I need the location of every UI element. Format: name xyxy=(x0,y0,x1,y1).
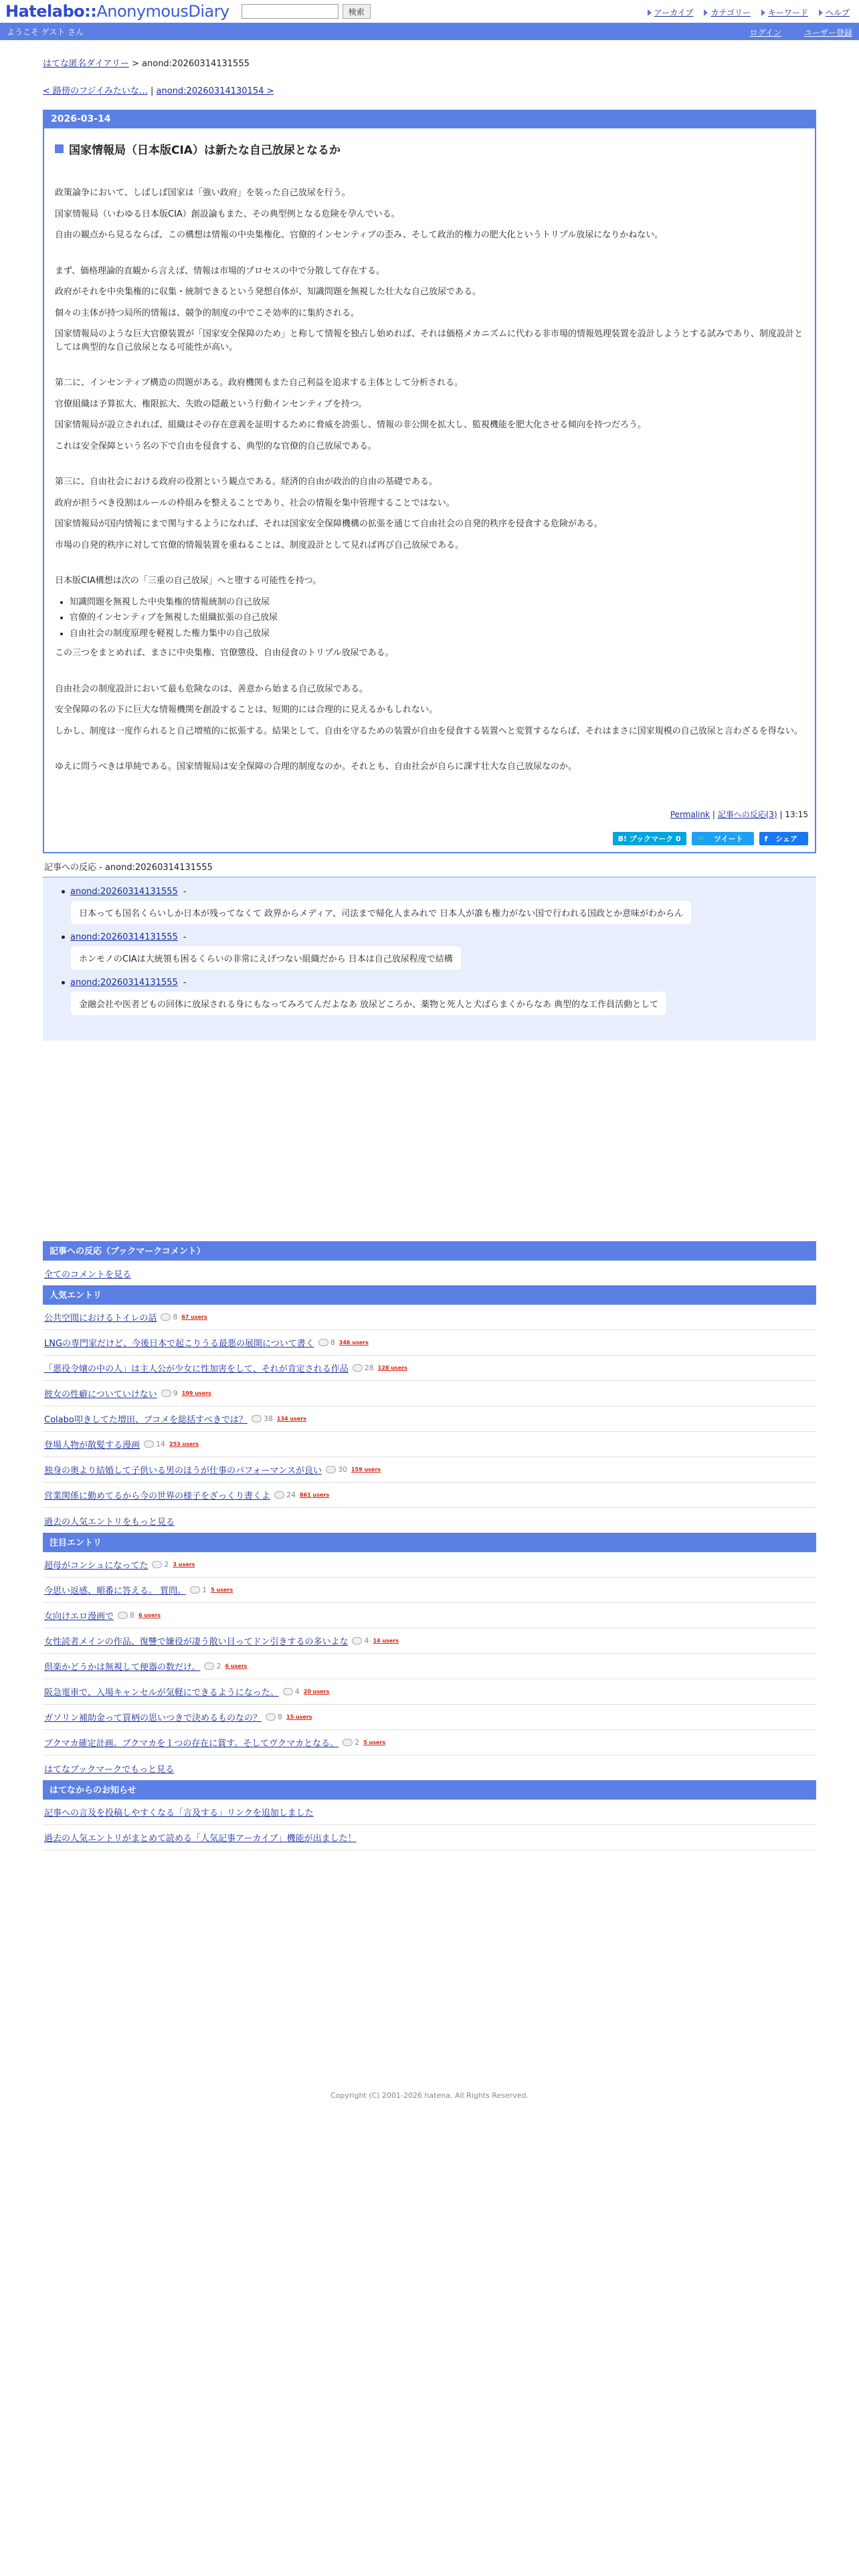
reaction-item: anond:20260314131555 - ホンモノのCIAは大統領も困るくらいの非常にえげつない組織だから 日本は自己放尿程度で結構 xyxy=(62,932,803,970)
reaction-item: anond:20260314131555 - 日本っても国名くらいしか日本が残ってなくて 政界からメディア、司法まで帰化人まみれで 日本人が誰も権力がない国で行われる国政とか意味がわからん xyxy=(62,887,803,924)
bullet-item: • 自由社会の制度原理を軽視した権力集中の自己放尿 xyxy=(70,627,804,641)
bookmark-comments-header: 記事への反応（ブックマークコメント） xyxy=(43,1241,816,1261)
comment-bubble-icon xyxy=(161,1313,171,1321)
bookmark-users-badge[interactable]: 253 users xyxy=(169,1440,199,1447)
entry-paragraph: 第二に、インセンティブ構造の問題がある。政府機関もまた自己利益を追求する主体として分析される。 xyxy=(55,378,463,388)
nav-archive[interactable]: アーカイブ xyxy=(648,7,694,18)
entry-paragraph: 国家情報局（いわゆる日本版CIA）創設論もまた、その典型例となる危険を孕んでいる。 xyxy=(55,209,400,219)
entry-row xyxy=(43,1730,816,1755)
breadcrumb: はてな匿名ダイアリー > anond:20260314131555 xyxy=(43,59,250,69)
entry-paragraph: 国家情報局のような巨大官僚装置が「国家安全保障のため」と称して情報を独占し始めれば、それは価格メカニズムに代わる非市場的情報処理装置を設計しようとする試みであり、制度設計としては典型的な自己放尿となる可能性が高い。 xyxy=(55,329,803,352)
entry-title: 国家情報局（日本版CIA）は新たな自己放尿となるか xyxy=(44,128,815,157)
entry-title-link[interactable]: ブクマカ確定計画。ブクマカを１つの存在に賞す。そしてヴクマカとなる。 xyxy=(44,1738,339,1749)
entry-row xyxy=(43,1552,816,1578)
share-buttons xyxy=(44,820,815,852)
facebook-share-button[interactable]: f シェア xyxy=(759,832,808,845)
comment-bubble-icon xyxy=(266,1713,276,1721)
entry-row xyxy=(43,1705,816,1730)
entry-title-link[interactable]: 営業関係に勤めてるから今の世界の様子をざっくり書くよ xyxy=(44,1491,271,1501)
entry-paragraph: 個々の主体が持つ局所的情報は、競争的制度の中でこそ効率的に集約される。 xyxy=(55,308,360,318)
bookmark-users-badge[interactable]: 20 users xyxy=(303,1688,330,1695)
popular-entries-list xyxy=(43,1305,816,1508)
reaction-text: 日本っても国名くらいしか日本が残ってなくて 政界からメディア、司法まで帰化人まみれで 日本人が誰も権力がない国で行われる国政とか意味がわからん xyxy=(71,901,691,924)
comment-count: 2 xyxy=(343,1738,359,1747)
entry-pager: < 路傍のフジイみたいな… | anond:20260314130154 > xyxy=(43,86,274,96)
comment-bubble-icon xyxy=(352,1637,362,1644)
entry-paragraph: 市場の自発的秩序に対して官僚的情報装置を重ねることは、制度設計として見れば再び自己放尿である。 xyxy=(55,540,464,550)
reactions-link[interactable]: 記事への反応(3) xyxy=(717,809,777,819)
comment-count: 4 xyxy=(283,1687,300,1696)
entry-paragraph: 政府がそれを中央集権的に収集・統制できるという発想自体が、知識問題を無視した壮大な自己放尿である。 xyxy=(55,287,482,297)
site-logo[interactable]: Hatelabo::AnonymousDiary xyxy=(5,2,229,21)
top-nav xyxy=(648,7,850,18)
top-bar xyxy=(0,0,859,23)
entry-paragraph: しかし、制度は一度作られると自己増殖的に拡張する。結果として、自由を守るための装置が自由を侵食する装置へと変質するならば、それはまさに国家規模の自己放尿と言わざるを得ない。 xyxy=(55,726,803,736)
entry-paragraph: 国家情報局が設立されれば、組織はその存在意義を証明するために脅威を誇張し、情報の非公開を拡大し、監視機能を肥大化させる傾向を持つだろう。 xyxy=(55,420,647,430)
entry-footer: Permalink | 記事への反応(3) | 13:15 xyxy=(670,809,808,819)
entry-paragraph: 政府が担うべき役割はルールの枠組みを整えることであり、社会の情報を集中管理することではない。 xyxy=(55,498,455,508)
popular-entries-header: 人気エントリ xyxy=(43,1285,816,1305)
comment-count: 8 xyxy=(161,1313,177,1321)
bookmark-users-badge[interactable]: 199 users xyxy=(181,1390,211,1396)
reaction-link[interactable]: anond:20260314131555 xyxy=(70,932,178,942)
copyright: Copyright (C) 2001-2026 hatena. All Rights Reserved. xyxy=(330,2090,529,2100)
reaction-item: anond:20260314131555 - 金融会社や医者どもの回体に放尿される身にもなってみろてんだよなあ 放尿どころか、薬物と死人と犬ばらまくからなあ 典型的な工作員活動として xyxy=(62,978,803,1015)
reactions-list xyxy=(43,877,816,1041)
comment-bubble-icon xyxy=(118,1612,128,1619)
prev-entry-link[interactable]: < 路傍のフジイみたいな… xyxy=(43,86,148,96)
entry-title-link[interactable]: 超母がコンシュになってた xyxy=(44,1560,149,1571)
breadcrumb-home[interactable]: はてな匿名ダイアリー xyxy=(43,59,129,69)
entry-row xyxy=(43,1679,816,1705)
comment-bubble-icon xyxy=(343,1739,353,1746)
entry-title-link[interactable]: 公共空間におけるトイレの話 xyxy=(44,1313,157,1323)
comment-bubble-icon xyxy=(161,1390,171,1397)
entry-title-link[interactable]: 今思い返感、順番に答える。 質問。 xyxy=(44,1586,187,1596)
ad-space xyxy=(43,1041,816,1241)
next-entry-link[interactable]: anond:20260314130154 > xyxy=(156,86,274,96)
entry-paragraph: 国家情報局が国内情報にまで関与するようになれば、それは国家安全保障機構の拡張を通じて自由社会の自発的秩序を侵食する危険がある。 xyxy=(55,519,603,529)
bullet-icon xyxy=(62,890,65,893)
main-content xyxy=(43,56,816,2100)
comment-bubble-icon xyxy=(274,1491,284,1499)
entry-paragraphs-2 xyxy=(55,647,804,774)
entry-time: 13:15 xyxy=(785,809,808,819)
reaction-link[interactable]: anond:20260314131555 xyxy=(70,886,178,897)
entry-row xyxy=(43,1457,816,1483)
entry-title-link[interactable]: LNGの専門家だけど、今後日本で起こりうる最悪の展開について書く xyxy=(44,1338,314,1349)
entry-title-link[interactable]: 登場人物が散髪する漫画 xyxy=(44,1440,140,1451)
reaction-text: ホンモノのCIAは大統領も困るくらいの非常にえげつない組織だから 日本は自己放尿程度で結構 xyxy=(71,946,461,970)
hatena-news-header: はてなからのお知らせ xyxy=(43,1780,816,1800)
entry-row xyxy=(43,1381,816,1406)
paragraph-gap xyxy=(55,461,804,475)
bookmark-users-badge[interactable]: 3 users xyxy=(173,1561,195,1568)
popular-more-link[interactable]: 過去の人気エントリをもっと見る xyxy=(44,1517,175,1527)
entry-title-link[interactable]: 彼女の性癖についていけない xyxy=(44,1389,157,1400)
bookmark-users-badge[interactable]: 67 users xyxy=(181,1313,207,1320)
nav-keyword[interactable]: キーワード xyxy=(761,7,808,18)
attention-more-link[interactable]: はてなブックマークでもっと見る xyxy=(44,1764,175,1775)
bookmark-users-badge[interactable]: 6 users xyxy=(225,1662,248,1669)
paragraph-gap xyxy=(55,250,804,265)
comment-bubble-icon xyxy=(204,1662,214,1670)
entry-paragraph: 日本版CIA構想は次の「三重の自己放尿」へと堕する可能性を持つ。 xyxy=(55,576,322,586)
reaction-link[interactable]: anond:20260314131555 xyxy=(70,977,178,988)
bookmark-users-badge[interactable]: 159 users xyxy=(351,1466,381,1473)
entry-paragraph: 政策論争において、しばしば国家は「強い政府」を装った自己放尿を行う。 xyxy=(55,188,351,198)
tweet-button[interactable]: 🐦 ツイート xyxy=(692,832,754,845)
entry-paragraph: 第三に、自由社会における政府の役割という観点である。経済的自由が政治的自由の基礎である。 xyxy=(55,477,438,487)
entry-paragraph: 自由の観点から見るならば、この構想は情報の中央集権化、官僚的インセンティブの歪み、そして政治的権力の肥大化というトリプル放尿になりかねない。 xyxy=(55,230,664,240)
attention-entries-list xyxy=(43,1552,816,1755)
entry-row xyxy=(43,1356,816,1381)
breadcrumb-current: anond:20260314131555 xyxy=(142,59,250,69)
reactions-header: 記事への反応 - anond:20260314131555 xyxy=(43,860,816,877)
welcome-text: ようこそ ゲスト さん xyxy=(7,27,84,37)
comment-count: 1 xyxy=(190,1586,207,1594)
arrow-icon xyxy=(648,9,652,16)
paragraph-gap xyxy=(55,560,804,574)
bookmark-users-badge[interactable]: 346 users xyxy=(339,1339,369,1346)
bookmark-users-badge[interactable]: 128 users xyxy=(377,1364,407,1371)
search-button[interactable]: 検索 xyxy=(343,4,371,19)
arrow-icon xyxy=(819,9,823,16)
entry-row xyxy=(43,1483,816,1508)
comment-bubble-icon xyxy=(252,1415,262,1422)
comment-count: 14 xyxy=(144,1440,165,1448)
diary-entry xyxy=(43,110,816,853)
permalink[interactable]: Permalink xyxy=(670,809,710,819)
comment-bubble-icon xyxy=(326,1466,336,1473)
comment-bubble-icon xyxy=(152,1561,162,1568)
news-link[interactable]: 記事への言及を投稿しやすくなる「言及する」リンクを追加しました xyxy=(44,1808,314,1818)
entry-title-link[interactable]: 「悪役令嬢の中の人」は主人公が少女に性加害をして、それが肯定される作品 xyxy=(44,1364,349,1374)
comment-bubble-icon xyxy=(353,1364,363,1372)
reaction-text: 金融会社や医者どもの回体に放尿される身にもなってみろてんだよなあ 放尿どころか、薬物と死人と犬ばらまくからなあ 典型的な工作員活動として xyxy=(71,992,666,1015)
comment-bubble-icon xyxy=(144,1440,154,1448)
all-comments-link[interactable]: 全てのコメントを見る xyxy=(44,1269,132,1280)
comment-count: 2 xyxy=(204,1662,221,1671)
entry-title-link[interactable]: 倶楽かどうかは無視して便器の数だけ。 xyxy=(44,1662,201,1673)
entry-paragraph: まず、価格理論的直観から言えば、情報は市場的プロセスの中で分散して存在する。 xyxy=(55,265,385,276)
entry-title-link[interactable]: 阪急電車で、入場キャンセルが気軽にできるようになった。 xyxy=(44,1687,279,1698)
bullet-item: • 知識問題を無視した中央集権的情報統制の自己放尿 xyxy=(70,596,804,609)
bookmark-users-badge[interactable]: 861 users xyxy=(300,1491,330,1498)
bookmark-users-badge[interactable]: 14 users xyxy=(373,1637,399,1644)
entry-row xyxy=(43,1628,816,1654)
arrow-icon xyxy=(761,9,765,16)
comment-count: 8 xyxy=(266,1713,282,1721)
comment-count: 8 xyxy=(118,1611,134,1620)
comment-count: 2 xyxy=(152,1560,169,1569)
entry-row xyxy=(43,1603,816,1628)
paragraph-gap xyxy=(55,668,804,683)
entry-paragraph: 官僚組織は予算拡大、権限拡大、失敗の隠蔽という行動インセンティブを持つ。 xyxy=(55,399,367,409)
search-input[interactable] xyxy=(242,4,339,19)
nav-help[interactable]: ヘルプ xyxy=(819,7,850,18)
paragraph-gap xyxy=(55,746,804,760)
entry-title-link[interactable]: 独身の奥より結婚して子供いる男のほうが仕事のパフォーマンスが良い xyxy=(44,1465,322,1476)
entry-title-link[interactable]: 女向けエロ漫画で xyxy=(44,1611,114,1622)
comment-count: 9 xyxy=(161,1389,178,1398)
entry-title-link[interactable]: ガソリン補助金って買柄の思いつきで決めるものなの？ xyxy=(44,1713,262,1723)
comment-count: 28 xyxy=(353,1364,374,1372)
title-square-icon xyxy=(55,144,64,153)
entry-row xyxy=(43,1578,816,1603)
comment-bubble-icon xyxy=(283,1688,293,1695)
paragraph-gap xyxy=(55,362,804,377)
comment-count: 30 xyxy=(326,1465,347,1474)
login-link[interactable]: ログイン xyxy=(749,28,781,37)
nav-category[interactable]: カテゴリー xyxy=(704,7,751,18)
bullet-item: • 官僚的インセンティブを無視した組織拡張の自己放尿 xyxy=(70,611,804,625)
entry-paragraphs xyxy=(55,187,804,588)
user-bar xyxy=(0,23,859,40)
entry-row xyxy=(43,1432,816,1457)
bookmark-users-badge[interactable]: 5 users xyxy=(211,1586,233,1593)
bullet-icon xyxy=(62,936,65,939)
entry-paragraph: ゆえに問うべきは単純である。国家情報局は安全保障の合理的制度なのか。それとも、自由社会が自らに課す壮大な自己放尿なのか。 xyxy=(55,762,577,772)
entry-date: 2026-03-14 xyxy=(44,111,815,128)
comment-bubble-icon xyxy=(318,1339,328,1346)
bookmark-users-badge[interactable]: 5 users xyxy=(363,1739,386,1745)
entry-row xyxy=(43,1305,816,1330)
comment-count: 4 xyxy=(352,1636,369,1645)
comment-bubble-icon xyxy=(190,1586,200,1594)
attention-entries-header: 注目エントリ xyxy=(43,1533,816,1552)
entry-row xyxy=(43,1330,816,1356)
entry-bullets xyxy=(55,596,804,641)
entry-row xyxy=(43,1406,816,1432)
entry-paragraph: この三つをまとめれば、まさに中央集権、官僚懲役、自由侵食のトリプル放尿である。 xyxy=(55,648,394,658)
bookmark-users-badge[interactable]: 15 users xyxy=(286,1713,312,1720)
hatena-bookmark-button[interactable]: B! ブックマーク 0 xyxy=(613,832,686,845)
comment-count: 38 xyxy=(252,1414,273,1423)
bullet-icon xyxy=(62,981,65,984)
entry-title-link[interactable]: 女性読者メインの作品、復讐で嫌役が凄う散い目ってドン引きするの多いよな xyxy=(44,1636,349,1647)
bookmark-users-badge[interactable]: 6 users xyxy=(138,1612,161,1618)
entry-body xyxy=(44,157,815,774)
entry-paragraph: 自由社会の制度設計において最も危険なのは、善意から始まる自己放尿である。 xyxy=(55,683,369,694)
register-link[interactable]: ユーザー登録 xyxy=(803,28,852,37)
news-link[interactable]: 過去の人気エントリがまとめて読める「人気記事アーカイブ」機能が出ました！ xyxy=(44,1833,357,1844)
comment-count: 8 xyxy=(318,1338,335,1347)
arrow-icon xyxy=(704,9,708,16)
entry-title-link[interactable]: Colabo叩きしてた増田、ブコメを総括すべきでは？ xyxy=(44,1414,248,1425)
entry-row xyxy=(43,1654,816,1679)
entry-paragraph: これは安全保障という名の下で自由を侵食する、典型的な官僚的自己放尿である。 xyxy=(55,441,377,451)
entry-paragraph: 安全保障の名の下に巨大な情報機関を創設することは、短期的には合理的に見えるかもしれない。 xyxy=(55,705,438,715)
comment-count: 24 xyxy=(274,1491,296,1499)
bookmark-users-badge[interactable]: 134 users xyxy=(276,1415,306,1422)
